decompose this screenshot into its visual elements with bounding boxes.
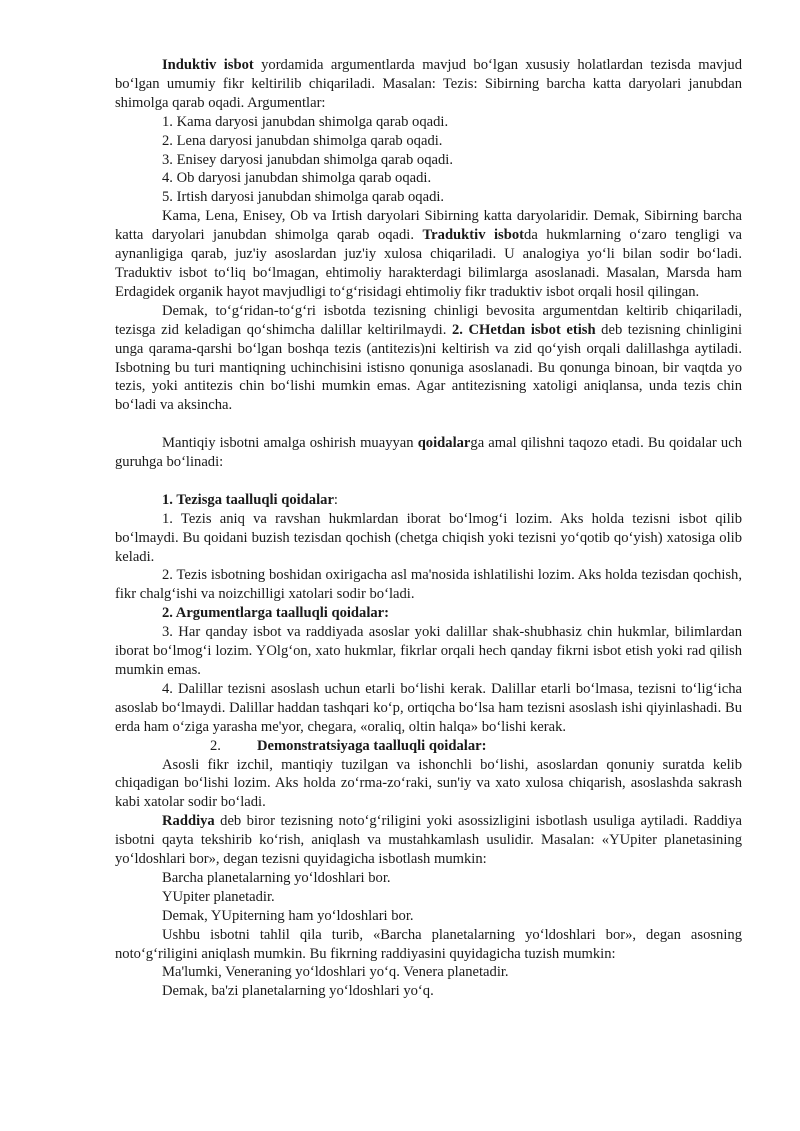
heading-text: 2. Argumentlarga taalluqli qoidalar: [162, 605, 390, 622]
heading-text: Demonstratsiyaga taalluqli qoidalar: [257, 737, 487, 754]
paragraph-analysis: Ushbu isbotni tahlil qila turib, «Barcha planetalarning yo‘ldoshlari bor», degan asosning noto‘g‘riligini aniqlash mumkin. Bu fikrning raddiyasini quyidagicha tuzish mumkin: [115, 926, 742, 962]
heading-text: 1. Tezisga taalluqli qoidalar [162, 491, 334, 508]
paragraph-rules-intro [115, 434, 742, 472]
section-heading-argument-rules [115, 604, 742, 623]
paragraph-text: deb biror tezisning noto‘g‘riligini yoki asossizligini isbotlash usuliga aytiladi. Raddiya isbotni qayta tekshirib ko‘rish, aniqlash va mustahkamlash usulidir. Masalan: «YUpiter planetasining yo‘ldoshlari bor», degan tezisni quyidagicha isbotlash mumkin: [115, 813, 742, 868]
list-item: 1. Kama daryosi janubdan shimolga qarab oqadi. [162, 113, 449, 130]
paragraph-inductive-proof [115, 56, 742, 113]
rule-1: 1. Tezis aniq va ravshan hukmlardan iborat bo‘lmog‘i lozim. Aks holda tezisni isbot qilib bo‘lmaydi. Bu qoidani buzish tezisdan qochish (chetga chiqish yoki tezisni yo‘qotib qo‘yish) xatosiga olib keladi. [115, 510, 742, 565]
paragraph-text: Kama, Lena, Enisey, Ob va Irtish daryolari Sibirning katta daryolaridir. Demak, Sibirning barcha katta daryolari janubdan shimolga qarab oqadi. [115, 208, 742, 244]
term-inductive-proof: Induktiv isbot [162, 57, 254, 73]
rule-3: 3. Har qanday isbot va raddiyada asoslar yoki dalillar shak-shubhasiz chin hukmlar, bilimlardan iborat bo‘lmog‘i lozim. YOlg‘on, xato hukmlar, fikrlar orqali hech qanday fikrni isbot etish yoki rad qilish mumkin emas. [115, 624, 742, 678]
paragraph-text: deb tezisning chinligini unga qarama-qarshi bo‘lgan boshqa tezis (antitezis)ni keltirish va zid qo‘yish orqali dalillashga aytiladi. Isbotning bu turi mantiqning uchinchisini istisno qonuniga asoslanadi. Bu qonunga binoan, bir vaqtda yo tezis, yoki antitezis chin bo‘lishi mumkin emas. Agar antitezisning xatoligi aniqlansa, unda tezis chin bo‘ladi va aksincha. [115, 321, 743, 414]
document-page [115, 56, 742, 1001]
paragraph-text: Demak, to‘g‘ridan-to‘g‘ri isbotda tezisning chinligi bevosita argumentdan keltirib chiqariladi, tezisga zid keladigan qo‘shimcha dalillar keltirilmaydi. [115, 302, 742, 338]
syllogism-line: Demak, ba'zi planetalarning yo‘ldoshlari yo‘q. [162, 983, 434, 1000]
paragraph-demonstration: Asosli fikr izchil, mantiqiy tuzilgan va ishonchli bo‘lishi, asoslardan qonuniy suratda kelib chiqadigan bo‘lishi lozim. Aks holda zo‘rma-zo‘raki, sun'iy va xato xulosa chiqarish, asoslashda sakrash kabi xatolar sodir bo‘ladi. [115, 756, 742, 811]
term-rules: qoidalar [417, 435, 471, 452]
blank-line [115, 415, 742, 434]
paragraph-text: yordamida argumentlarda mavjud bo‘lgan xususiy holatlardan tezisda mavjud bo‘lgan umumiy fikr keltirilib chiqariladi. Masalan: Tezis: Sibirning barcha katta daryolari janubdan shimolga qarab oqadi. Argumentlar: [115, 57, 742, 111]
paragraph-indirect-proof [115, 302, 742, 415]
section-heading-demonstration-rules [115, 737, 742, 756]
paragraph-refutation [115, 812, 742, 869]
heading-colon: : [333, 491, 338, 508]
section-heading-thesis-rules [115, 491, 742, 510]
paragraph-traductive-proof [115, 207, 742, 302]
list-item: 2. Lena daryosi janubdan shimolga qarab oqadi. [162, 132, 443, 149]
list-item: 3. Enisey daryosi janubdan shimolga qarab oqadi. [162, 151, 453, 168]
term-indirect-proof: 2. CHetdan isbot etish [451, 321, 596, 338]
rule-4: 4. Dalillar tezisni asoslash uchun etarli bo‘lishi kerak. Dalillar etarli bo‘lmasa, tezisni to‘lig‘icha asoslab bo‘lmaydi. Dalillar haddan tashqari ko‘p, ortiqcha bo‘lsa ham tezisni asoslash ishi qiyinlashadi. Bu erda ham o‘ziga yarasha me'yor, chegara, «oraliq, oltin halqa» bo‘lishi kerak. [115, 680, 742, 735]
paragraph-text: Mantiqiy isbotni amalga oshirish muayyan [162, 435, 418, 452]
heading-number: 2. [210, 737, 221, 754]
syllogism-line: Demak, YUpiterning ham yo‘ldoshlari bor. [162, 907, 414, 924]
syllogism-line: Ma'lumki, Veneraning yo‘ldoshlari yo‘q. Venera planetadir. [162, 964, 509, 981]
blank-line [115, 472, 742, 491]
syllogism-line: YUpiter planetadir. [162, 888, 275, 905]
syllogism-line: Barcha planetalarning yo‘ldoshlari bor. [162, 869, 391, 886]
paragraph-text: da hukmlarning o‘zaro tengligi va aynanligiga qarab, juz'iy asoslardan juz'iy xulosa chiqariladi. U analogiya yo‘li bilan sodir bo‘ladi. Traduktiv isbot to‘liq bo‘lmagan, ehtimoliy harakterdagi bilimlarga asoslanadi. Masalan, Marsda ham Erdagidek organik hayot mavjudligi to‘g‘risidagi ehtimoliy fikr traduktiv isbot orqali hosil qilingan. [115, 227, 742, 300]
rule-2: 2. Tezis isbotning boshidan oxirigacha asl ma'nosida ishlatilishi lozim. Aks holda tezisdan qochish, fikr chalg‘ishi va noizchilligi xatolari sodir bo‘ladi. [115, 567, 742, 603]
list-item: 5. Irtish daryosi janubdan shimolga qarab oqadi. [162, 189, 445, 206]
list-item: 4. Ob daryosi janubdan shimolga qarab oqadi. [162, 170, 432, 187]
term-refutation: Raddiya [162, 813, 215, 830]
term-traductive-proof: Traduktiv isbot [422, 227, 525, 244]
paragraph-text: ga amal qilishni taqozo etadi. Bu qoidalar uch guruhga bo‘linadi: [115, 435, 742, 471]
